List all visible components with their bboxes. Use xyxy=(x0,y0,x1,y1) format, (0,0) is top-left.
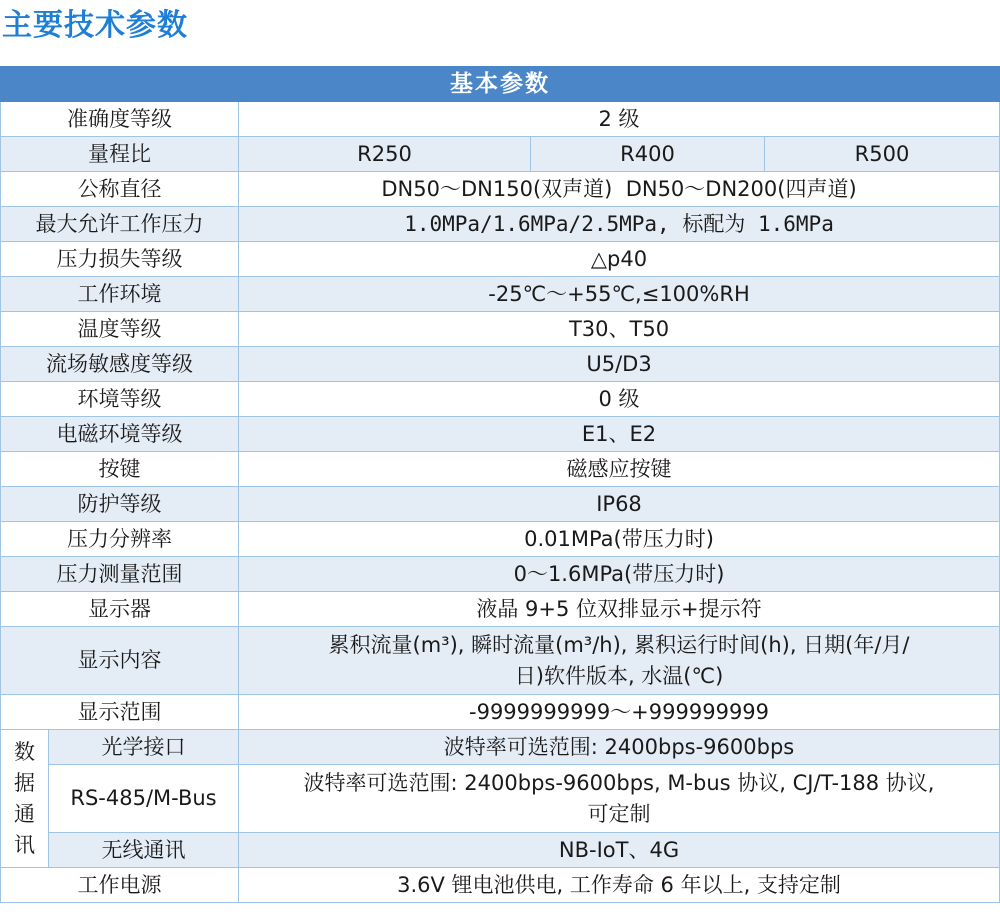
row-value: R250 xyxy=(239,137,531,172)
group-label-char: 讯 xyxy=(14,832,35,857)
row-value: R400 xyxy=(531,137,765,172)
row-label: 光学接口 xyxy=(49,730,239,765)
group-label-char: 数 xyxy=(14,739,35,764)
table-row xyxy=(1,868,1000,903)
row-value: DN50～DN150(双声道) DN50～DN200(四声道) xyxy=(239,172,1000,207)
table-row xyxy=(1,592,1000,627)
row-value xyxy=(239,627,1000,695)
row-label: 显示器 xyxy=(1,592,239,627)
page-title: 主要技术参数 xyxy=(2,8,188,43)
row-value: 0～1.6MPa(带压力时) xyxy=(239,557,1000,592)
table-row xyxy=(1,172,1000,207)
row-label: 工作环境 xyxy=(1,277,239,312)
table-row xyxy=(1,137,1000,172)
row-label: 工作电源 xyxy=(1,868,239,903)
table-row xyxy=(1,207,1000,242)
row-label: 压力损失等级 xyxy=(1,242,239,277)
row-value: 波特率可选范围: 2400bps-9600bps xyxy=(239,730,1000,765)
table-row xyxy=(1,695,1000,730)
table-row xyxy=(1,627,1000,695)
row-value: R500 xyxy=(765,137,1000,172)
row-value: 液晶 9+5 位双排显示+提示符 xyxy=(239,592,1000,627)
table-row xyxy=(1,765,1000,833)
table-row xyxy=(1,277,1000,312)
table-row xyxy=(1,102,1000,137)
row-value-line: 可定制 xyxy=(587,801,651,826)
row-value: 2 级 xyxy=(239,102,1000,137)
row-value-line: 波特率可选范围: 2400bps-9600bps, M-bus 协议, CJ/T-188 协议, xyxy=(303,770,935,795)
table-row xyxy=(1,347,1000,382)
row-value-line: 日)软件版本, 水温(℃) xyxy=(514,663,724,688)
table-row xyxy=(1,242,1000,277)
row-label: RS-485/M-Bus xyxy=(49,765,239,833)
row-value xyxy=(239,765,1000,833)
table-row xyxy=(1,833,1000,868)
row-value: -25℃～+55℃,≤100%RH xyxy=(239,277,1000,312)
row-value: 磁感应按键 xyxy=(239,452,1000,487)
table-row xyxy=(1,487,1000,522)
row-label: 显示范围 xyxy=(1,695,239,730)
table-header-row xyxy=(1,67,1000,102)
group-label-char: 通 xyxy=(14,801,35,826)
row-label: 按键 xyxy=(1,452,239,487)
row-label: 无线通讯 xyxy=(49,833,239,868)
row-label: 流场敏感度等级 xyxy=(1,347,239,382)
table-row xyxy=(1,312,1000,347)
row-value: 1.0MPa/1.6MPa/2.5MPa, 标配为 1.6MPa xyxy=(239,207,1000,242)
table-row xyxy=(1,417,1000,452)
table-row xyxy=(1,452,1000,487)
table-row xyxy=(1,557,1000,592)
data-comm-group-label xyxy=(1,730,49,868)
row-label: 温度等级 xyxy=(1,312,239,347)
row-value: U5/D3 xyxy=(239,347,1000,382)
row-label: 压力测量范围 xyxy=(1,557,239,592)
row-value: IP68 xyxy=(239,487,1000,522)
row-value-line: 累积流量(m³), 瞬时流量(m³/h), 累积运行时间(h), 日期(年/月/ xyxy=(328,632,910,657)
table-row xyxy=(1,382,1000,417)
row-value: 0 级 xyxy=(239,382,1000,417)
row-label: 量程比 xyxy=(1,137,239,172)
row-value: NB-IoT、4G xyxy=(239,833,1000,868)
table-row xyxy=(1,522,1000,557)
row-value: T30、T50 xyxy=(239,312,1000,347)
table-row xyxy=(1,730,1000,765)
row-value: 3.6V 锂电池供电, 工作寿命 6 年以上, 支持定制 xyxy=(239,868,1000,903)
table-header: 基本参数 xyxy=(1,67,1000,102)
row-value: △p40 xyxy=(239,242,1000,277)
row-value: E1、E2 xyxy=(239,417,1000,452)
group-label-char: 据 xyxy=(14,770,35,795)
row-value: -9999999999～+999999999 xyxy=(239,695,1000,730)
row-label: 最大允许工作压力 xyxy=(1,207,239,242)
spec-table xyxy=(0,66,1000,903)
row-label: 压力分辨率 xyxy=(1,522,239,557)
row-label: 防护等级 xyxy=(1,487,239,522)
row-label: 公称直径 xyxy=(1,172,239,207)
row-label: 环境等级 xyxy=(1,382,239,417)
row-value: 0.01MPa(带压力时) xyxy=(239,522,1000,557)
row-label: 电磁环境等级 xyxy=(1,417,239,452)
row-label: 准确度等级 xyxy=(1,102,239,137)
row-label: 显示内容 xyxy=(1,627,239,695)
